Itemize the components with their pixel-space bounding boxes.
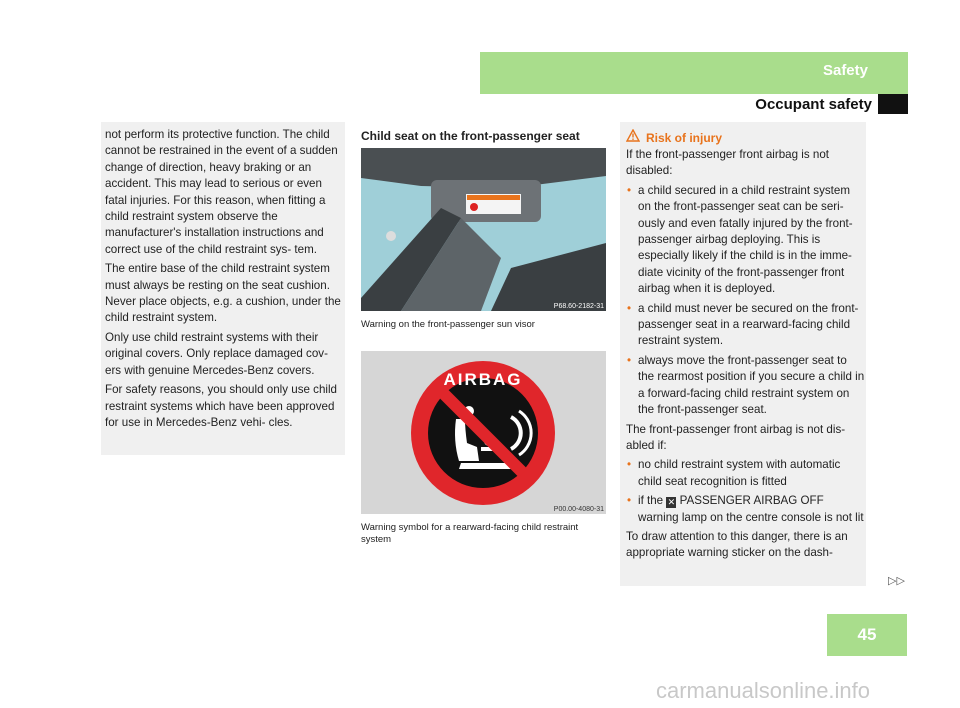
column-1	[101, 122, 345, 455]
paragraph: The entire base of the child restraint system must always be resting on the seat cushion. Never place objects, e.g. a cushion, under the child restraint system.	[105, 262, 341, 325]
image-code: P00.00-4080-31	[553, 506, 604, 513]
sun-visor-photo	[361, 148, 606, 311]
bullet-icon: •	[627, 353, 632, 367]
section-heading: Child seat on the front-passenger seat	[361, 129, 580, 143]
column-2	[361, 128, 606, 546]
section-tab	[480, 52, 908, 94]
bullet-icon: •	[627, 183, 632, 197]
condition-list	[626, 457, 866, 526]
paragraph: The front-passenger front airbag is not dis- abled if:	[626, 422, 846, 452]
airbag-label: AIRBAG	[443, 370, 523, 389]
section-marker	[878, 94, 908, 114]
paragraph: not perform its protective function. The child cannot be restrained in the event of a sudden change of direction, heavy braking or an accident. This may lead to serious or even fatal injuries. For this reason, when fitting a child restraint system observe the manufacturer's installation instructions and correct use of the child restraint sys- tem.	[105, 128, 338, 256]
page-number: 45	[827, 614, 907, 656]
paragraph: To draw attention to this danger, there is an appropriate warning sticker on the dash-	[626, 529, 848, 560]
list-item: • if the ✕ PASSENGER AIRBAG OFF warning lamp on the centre console is not lit	[627, 494, 864, 524]
warning-title: Risk of injury	[646, 131, 723, 145]
list-item: • a child must never be secured on the front-passenger seat in a rearward-facing child restraint system.	[627, 301, 859, 348]
continue-arrows-icon: ▷▷	[888, 575, 905, 587]
image-code: P68.60-2182-31	[553, 303, 604, 310]
warning-heading	[626, 129, 866, 146]
warning-triangle-icon	[626, 129, 646, 146]
paragraph: Only use child restraint systems with their original covers. Only replace damaged cov- ers with genuine Mercedes-Benz covers.	[105, 330, 328, 377]
airbag-warning-symbol	[361, 351, 606, 514]
bullet-icon: •	[627, 301, 632, 315]
bullet-icon: •	[627, 494, 632, 508]
risk-list	[626, 183, 866, 419]
image-caption: Warning symbol for a rearward-facing child restraint system	[361, 522, 579, 545]
paragraph: If the front-passenger front airbag is not disabled:	[626, 148, 830, 178]
list-item: • always move the front-passenger seat to the rearmost position if you secure a child in a forward-facing child restraint system on the front-passenger seat.	[627, 353, 865, 417]
column-3	[620, 122, 866, 586]
bullet-icon: •	[627, 458, 632, 472]
passenger-airbag-off-icon: ✕	[667, 497, 676, 508]
list-item: • no child restraint system with automatic child seat recognition is fitted	[627, 458, 841, 488]
paragraph: For safety reasons, you should only use child restraint systems which have been approved for use in Mercedes-Benz vehi- cles.	[105, 383, 337, 429]
list-item: • a child secured in a child restraint system on the front-passenger seat can be seri- ously and even fatally injured by the front-passenger airbag deploying. This is especially likely if the child is in the imme- diate vicinity of the front-passenger front airbag when it is deployed.	[627, 183, 853, 296]
section-label: Safety	[822, 62, 868, 79]
watermark: carmanualsonline.info	[656, 678, 871, 703]
page-title: Occupant safety	[755, 96, 872, 113]
image-caption: Warning on the front-passenger sun visor	[361, 319, 535, 330]
